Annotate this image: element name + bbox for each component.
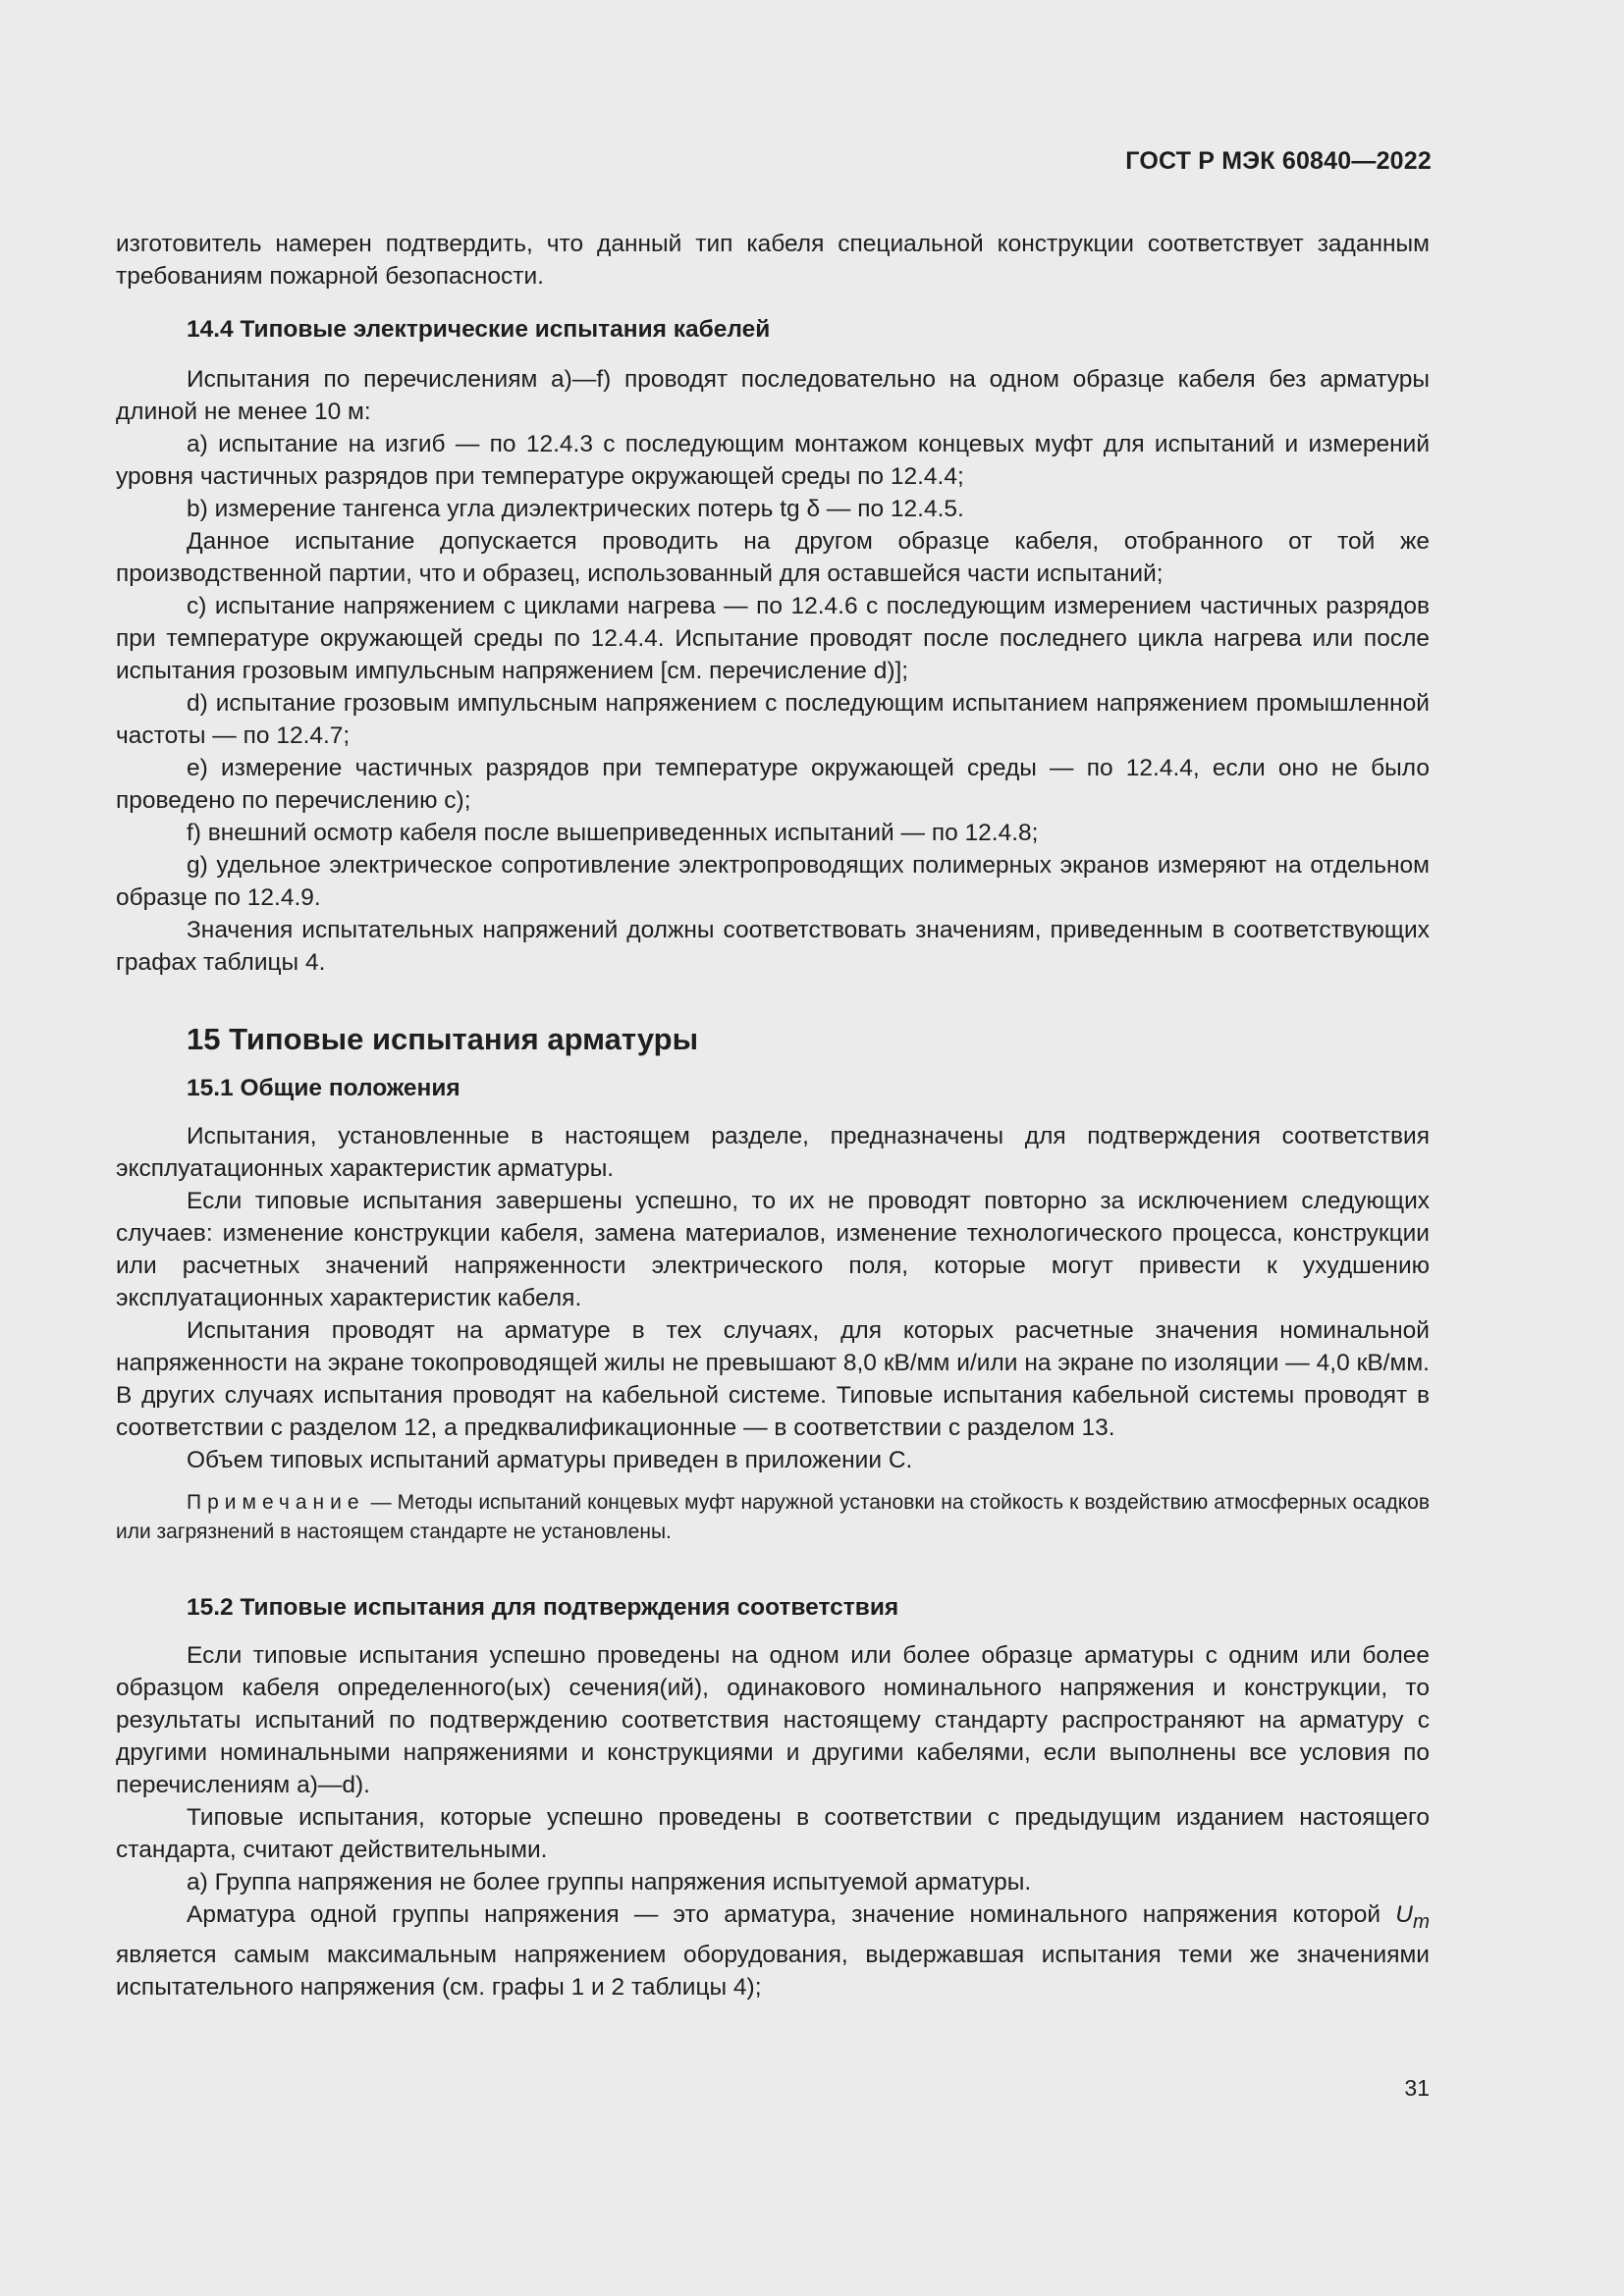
note-label: Примечание (187, 1491, 365, 1514)
s14-4-item-g: g) удельное электрическое сопротивление электропроводящих полимерных экранов измеряют на отдельном образце по 12.4.9. (116, 852, 1430, 911)
s14-4-item-b-note: Данное испытание допускается проводить на другом образце кабеля, отобранного от той же производственной партии, что и образец, использованный для оставшейся части испытаний; (116, 528, 1430, 587)
s14-4-item-f: f) внешний осмотр кабеля после вышеприведенных испытаний — по 12.4.8; (187, 820, 1039, 846)
s15-1-paragraph-2: Если типовые испытания завершены успешно, то их не проводят повторно за исключением следующих случаев: изменение конструкции кабеля, замена материалов, изменение технологического процесса, конструкции или расчетных значений напряженности электрического поля, которые могут привести к ухудшению эксплуатационных характеристик кабеля. (116, 1188, 1430, 1311)
s14-4-item-a: a) испытание на изгиб — по 12.4.3 с последующим монтажом концевых муфт для испытаний и измерений уровня частичных разрядов при температуре окружающей среды по 12.4.4; (116, 431, 1430, 490)
s15-2-paragraph-2: Типовые испытания, которые успешно проведены в соответствии с предыдущим изданием настоящего стандарта, считают действительными. (116, 1804, 1430, 1863)
section-15-title: 15 Типовые испытания арматуры (187, 1022, 699, 1056)
section-15-2-title: 15.2 Типовые испытания для подтверждения соответствия (187, 1594, 899, 1621)
text-post: является самым максимальным напряжением оборудования, выдержавшая испытания теми же значениями испытательного напряжения (см. графы 1 и 2 таблицы 4); (116, 1941, 1430, 2001)
s15-2-paragraph-3 (116, 1898, 1430, 2003)
s15-1-paragraph-1: Испытания, установленные в настоящем разделе, предназначены для подтверждения соответствия эксплуатационных характеристик арматуры. (116, 1123, 1430, 1182)
intro-paragraph: изготовитель намерен подтвердить, что данный тип кабеля специальной конструкции соответствует заданным требованиям пожарной безопасности. (116, 231, 1430, 290)
s15-2-paragraph-1: Если типовые испытания успешно проведены на одном или более образце арматуры с одним или более образцом кабеля определенного(ых) сечения(ий), одинакового номинального напряжения и конструкции, то результаты испытаний по подтверждению соответствия настоящему стандарту распространяют на арматуру с другими номинальными напряжениями и конструкциями и другими кабелями, если выполнены все условия по перечислениям а)—d). (116, 1642, 1430, 1798)
note-text: — Методы испытаний концевых муфт наружной установки на стойкость к воздействию атмосферных осадков или загрязнений в настоящем стандарте не установлены. (116, 1491, 1430, 1543)
s14-4-paragraph: Испытания по перечислениям а)—f) проводят последовательно на одном образце кабеля без арматуры длиной не менее 10 м: (116, 366, 1430, 425)
section-14-4-title: 14.4 Типовые электрические испытания кабелей (187, 316, 771, 343)
page-content (116, 228, 1430, 2003)
s14-4-closing: Значения испытательных напряжений должны соответствовать значениям, приведенным в соответствующих графах таблицы 4. (116, 917, 1430, 976)
s15-1-paragraph-4: Объем типовых испытаний арматуры приведен в приложении С. (187, 1447, 913, 1473)
s14-4-item-d: d) испытание грозовым импульсным напряжением с последующим испытанием напряжением промышленной частоты — по 12.4.7; (116, 690, 1430, 749)
s14-4-item-c: c) испытание напряжением с циклами нагрева — по 12.4.6 с последующим измерением частичных разрядов при температуре окружающей среды по 12.4.4. Испытание проводят после последнего цикла нагрева или после испытания грозовым импульсным напряжением [см. перечисление d)]; (116, 593, 1430, 684)
symbol-u: U (1395, 1901, 1413, 1928)
s14-4-item-e: e) измерение частичных разрядов при температуре окружающей среды — по 12.4.4, если оно не было проведено по перечислению с); (116, 755, 1430, 814)
s15-2-item-a: a) Группа напряжения не более группы напряжения испытуемой арматуры. (187, 1869, 1032, 1896)
s15-1-paragraph-3: Испытания проводят на арматуре в тех случаях, для которых расчетные значения номинальной напряженности на экране токопроводящей жилы не превышают 8,0 кВ/мм и/или на экране по изоляции — 4,0 кВ/мм. В других случаях испытания проводят на кабельной системе. Типовые испытания кабельной системы проводят в соответствии с разделом 12, а предквалификационные — в соответствии с разделом 13. (116, 1317, 1430, 1441)
note (116, 1488, 1430, 1547)
page-number: 31 (1404, 2075, 1430, 2101)
section-15-1-title: 15.1 Общие положения (187, 1075, 460, 1101)
symbol-sub-m: m (1413, 1910, 1430, 1933)
document-header: ГОСТ Р МЭК 60840—2022 (1125, 147, 1432, 175)
s14-4-item-b: b) измерение тангенса угла диэлектрических потерь tg δ — по 12.4.5. (187, 496, 964, 522)
text-pre: Арматура одной группы напряжения — это арматура, значение номинального напряжения которой (187, 1901, 1396, 1928)
